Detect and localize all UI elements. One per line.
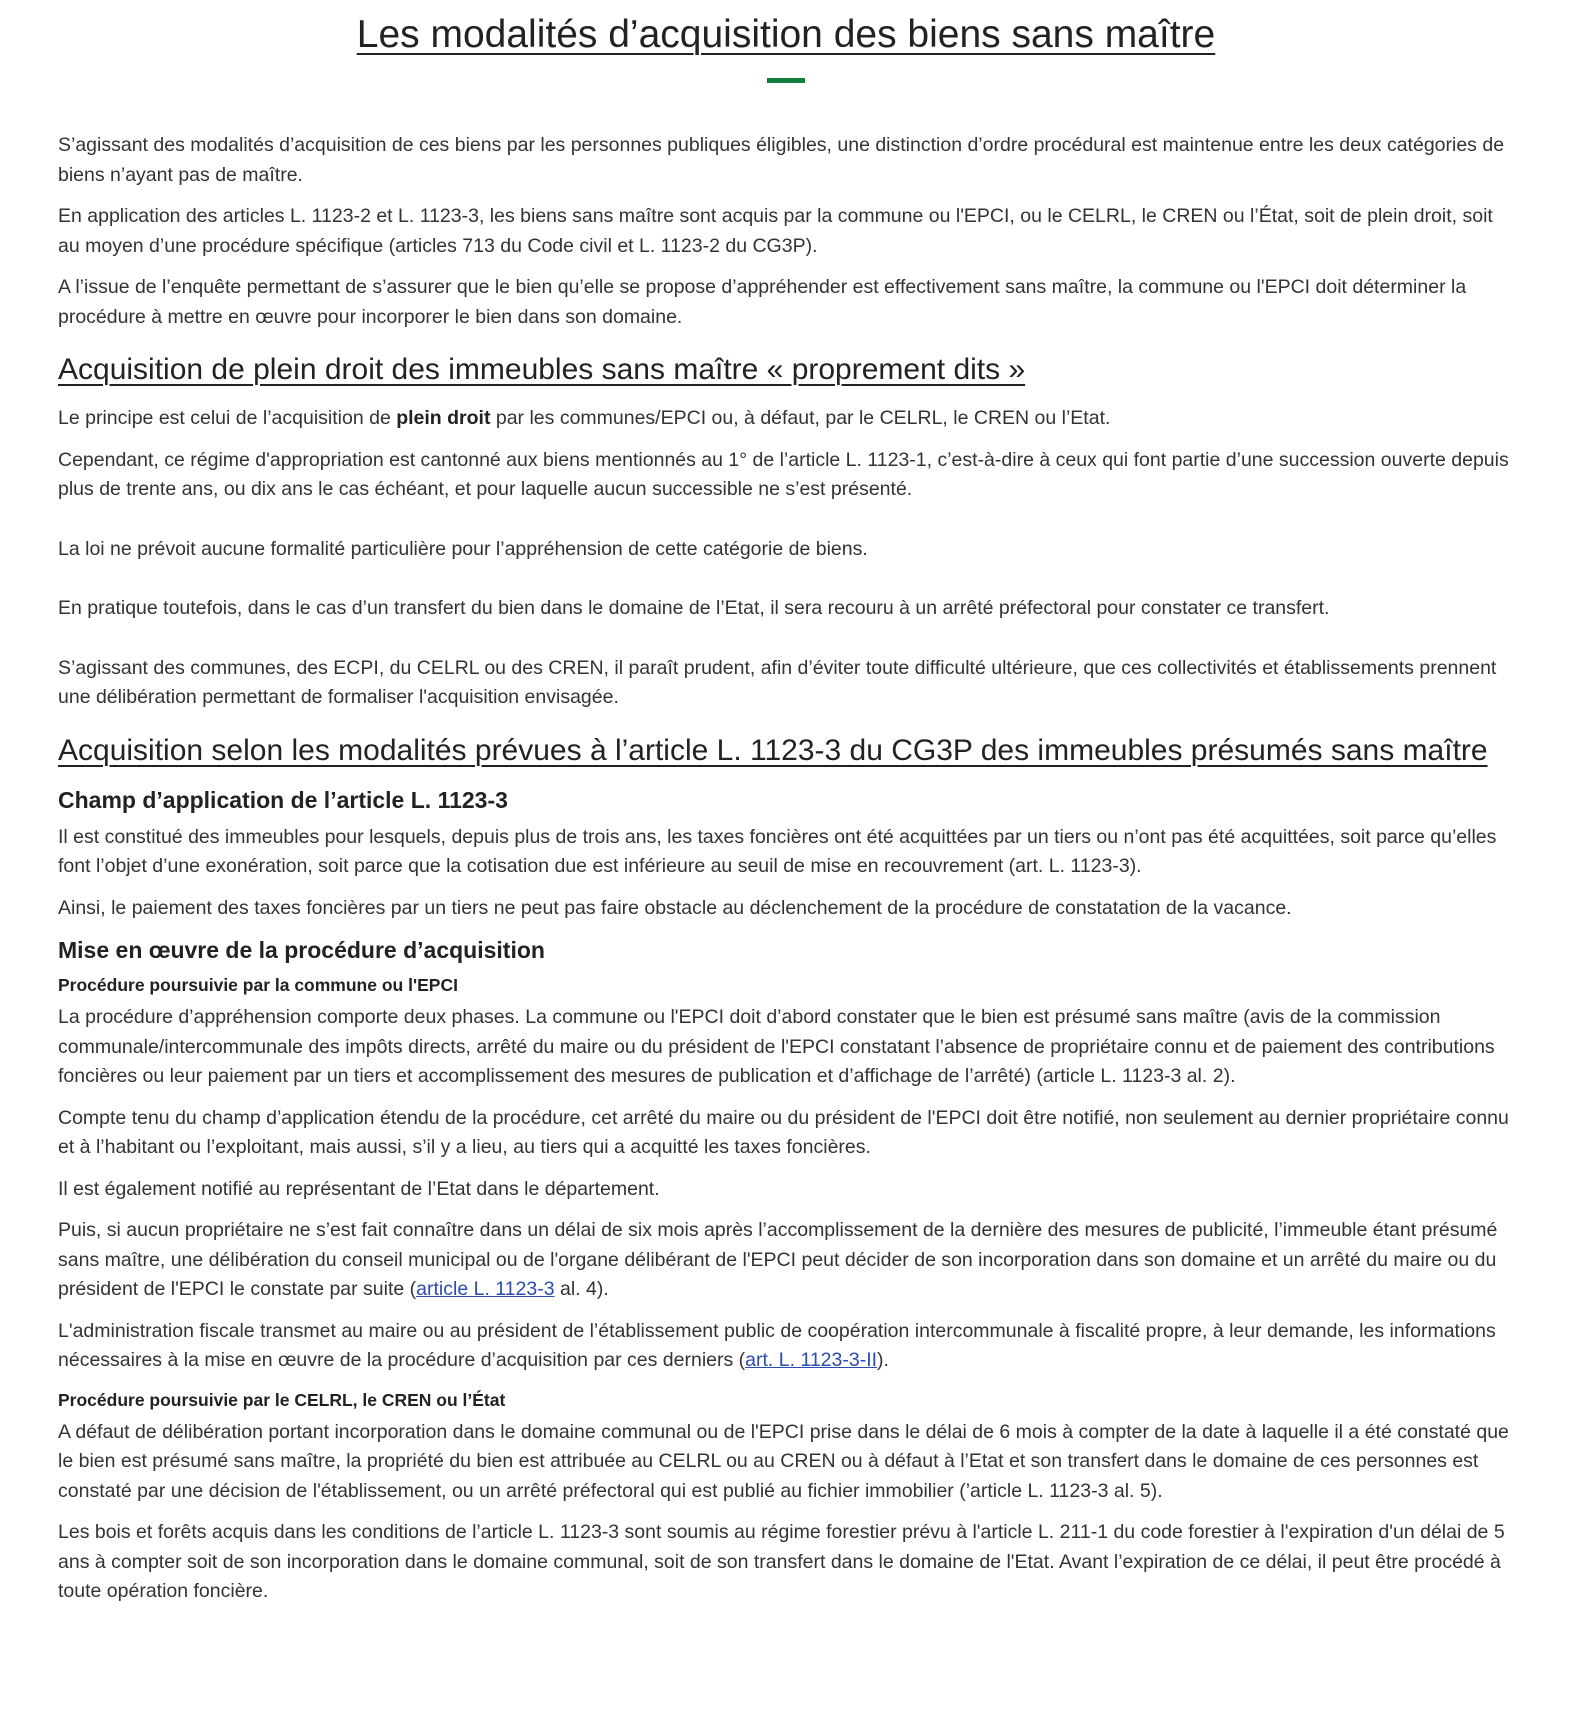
paragraph: Compte tenu du champ d’application étendu de la procédure, cet arrêté du maire ou du président de l'EPCI doit être notifié, non seulement au dernier propriétaire connu et à l’habitant ou l’exploitant, mais aussi, s’il y a lieu, au tiers qui a acquitté les taxes foncières. <box>58 1106 1509 1158</box>
paragraph: Il est également notifié au représentant de l’Etat dans le département. <box>58 1177 660 1200</box>
subsection-heading-mise-en-oeuvre: Mise en œuvre de la procédure d’acquisition <box>58 937 545 963</box>
intro-paragraph: En application des articles L. 1123-2 et L. 1123-3, les biens sans maître sont acquis par la commune ou l'EPCI, ou le CELRL, le CREN ou l’État, soit de plein droit, soit au moyen d’une procédure spécifique (articles 713 du Code civil et L. 1123-2 du CG3P). <box>58 205 1493 257</box>
minor-heading-etat: Procédure poursuivie par le CELRL, le CREN ou l’État <box>58 1389 506 1410</box>
paragraph: Les bois et forêts acquis dans les conditions de l’article L. 1123-3 sont soumis au régime forestier prévu à l'article L. 211-1 du code forestier à l'expiration d'un délai de 5 ans à compter soit de son incorporation dans le domaine communal, soit de son transfert dans le domaine de l'Etat. Avant l’expiration de ce délai, il peut être procédé à toute opération foncière. <box>58 1521 1505 1602</box>
page-title: Les modalités d’acquisition des biens sans maître <box>356 13 1216 56</box>
paragraph: Puis, si aucun propriétaire ne s’est fait connaître dans un délai de six mois après l’accomplissement de la dernière des mesures de publicité, l’immeuble étant présumé sans maître, une délibération du conseil municipal ou de l'organe délibérant de l'EPCI peut décider de son incorporation dans son domaine et un arrêté du maire ou du président de l'EPCI le constate par suite (article L. 1123-3 al. 4). <box>58 1219 1498 1300</box>
paragraph: La procédure d’appréhension comporte deux phases. La commune ou l'EPCI doit d’abord constater que le bien est présumé sans maître (avis de la commission communale/intercommunale des impôts directs, arrêté du maire ou du président de l'EPCI constatant l’absence de propriétaire connu et de paiement des contributions foncières ou leur paiement par un tiers et accomplissement des mesures de publication et d’affichage de l’arrêté) (article L. 1123-3 al. 2). <box>58 1006 1495 1087</box>
subsection-heading-champ: Champ d’application de l’article L. 1123-3 <box>58 786 508 813</box>
paragraph: S’agissant des communes, des ECPI, du CELRL ou des CREN, il paraît prudent, afin d’éviter toute difficulté ultérieure, que ces collectivités et établissements prennent une délibération permettant de formaliser l'acquisition envisagée. <box>58 656 1497 708</box>
minor-heading-commune: Procédure poursuivie par la commune ou l'EPCI <box>58 975 458 995</box>
paragraph: Ainsi, le paiement des taxes foncières par un tiers ne peut pas faire obstacle au déclenchement de la procédure de constatation de la vacance. <box>58 896 1292 919</box>
section-heading-plein-droit: Acquisition de plein droit des immeubles sans maître « proprement dits » <box>58 353 1026 386</box>
section-heading-presumes: Acquisition selon les modalités prévues à l’article L. 1123-3 du CG3P des immeubles présumés sans maître <box>58 733 1488 767</box>
paragraph: Cependant, ce régime d'appropriation est cantonné aux biens mentionnés au 1° de l’article L. 1123-1, c’est-à-dire à ceux qui font partie d’une succession ouverte depuis plus de trente ans, ou dix ans le cas échéant, et pour laquelle aucun successible ne s’est présenté. <box>58 448 1509 500</box>
paragraph: L'administration fiscale transmet au maire ou au président de l’établissement public de coopération intercommunale à fiscalité propre, à leur demande, les informations nécessaires à la mise en œuvre de la procédure d’acquisition par ces derniers (art. L. 1123-3-II). <box>58 1319 1496 1371</box>
paragraph: En pratique toutefois, dans le cas d’un transfert du bien dans le domaine de l’Etat, il sera recouru à un arrêté préfectoral pour constater ce transfert. <box>58 597 1330 619</box>
bold-text: plein droit <box>396 407 491 429</box>
article-link[interactable]: art. L. 1123-3-II <box>745 1349 878 1371</box>
intro-paragraph: A l’issue de l’enquête permettant de s’assurer que le bien qu’elle se propose d’appréhender est effectivement sans maître, la commune ou l'EPCI doit déterminer la procédure à mettre en œuvre pour incorporer le bien dans son domaine. <box>58 276 1467 328</box>
paragraph: Il est constitué des immeubles pour lesquels, depuis plus de trois ans, les taxes foncières ont été acquittées par un tiers ou n’ont pas été acquittées, soit parce qu’elles font l’objet d’une exonération, soit parce que la cotisation due est inférieure au seuil de mise en recouvrement (art. L. 1123-3). <box>58 825 1497 877</box>
article-link[interactable]: article L. 1123-3 <box>416 1278 555 1300</box>
article-content <box>0 10 1572 1607</box>
paragraph: La loi ne prévoit aucune formalité particulière pour l’appréhension de cette catégorie de biens. <box>58 537 868 560</box>
paragraph: A défaut de délibération portant incorporation dans le domaine communal ou de l'EPCI prise dans le délai de 6 mois à compter de la date à laquelle il a été constaté que le bien est présumé sans maître, la propriété du bien est attribuée au CELRL ou au CREN ou à défaut à l’Etat et son transfert dans le domaine de ces personnes est constaté par une décision de l'établissement, ou un arrêté préfectoral qui est publié au fichier immobilier (’article L. 1123-3 al. 5). <box>58 1420 1509 1502</box>
title-accent-bar <box>767 78 805 83</box>
paragraph: Le principe est celui de l’acquisition de plein droit par les communes/EPCI ou, à défaut, par le CELRL, le CREN ou l’Etat. <box>58 407 1111 429</box>
intro-paragraph: S’agissant des modalités d’acquisition de ces biens par les personnes publiques éligibles, une distinction d’ordre procédural est maintenue entre les deux catégories de biens n’ayant pas de maître. <box>58 134 1505 186</box>
